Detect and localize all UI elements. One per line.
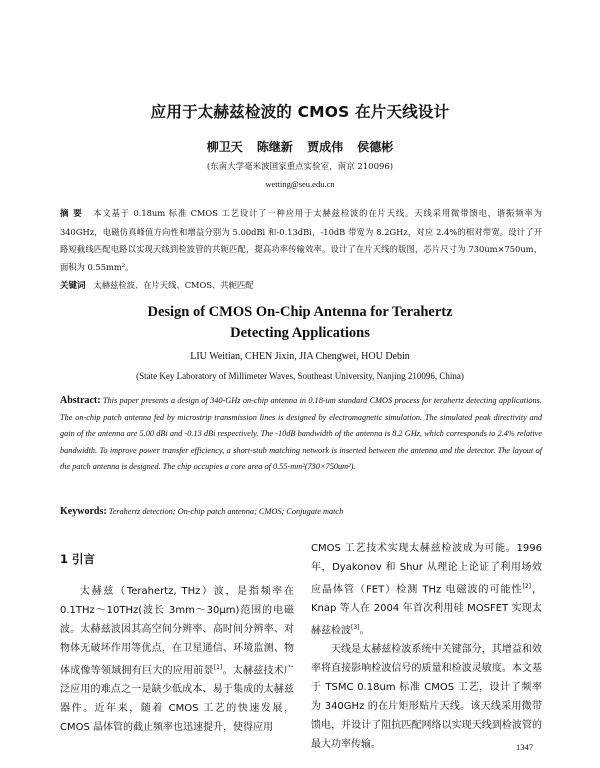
intro-paragraph-2: 天线是太赫兹检波系统中关键部分，其增益和效率将直接影响检波信号的质量和检波灵敏度。本文基于 TSMC 0.18um 标准 CMOS 工艺，设计了频率为 340GHz 的在片矩形贴片天线。该天线采用微带馈电，并设计了阻抗匹配网络以实现天线到检波管的最大功率传输。 — [311, 644, 542, 750]
affiliation-cn: (东南大学毫米波国家重点实验室，南京 210096) — [206, 162, 394, 172]
paper-title-en — [0, 302, 600, 344]
intro-para1-text: 太赫兹（Terahertz, THz）波，是指频率在 0.1THz～10THz(波长 3mm～30μm)范围的电磁波。太赫兹波因其高空间分辨率、高时间分辨率、对物体无破坏作用等优点，在卫星通信、环境监测、物体成像等领域拥有巨大的应用前景 — [60, 585, 294, 676]
page-number: 1347 — [516, 742, 533, 752]
keywords-cn-text: 太赫兹检波、在片天线、CMOS、共轭匹配 — [93, 280, 254, 290]
citation-ref-1[interactable]: [1] — [213, 663, 223, 671]
keywords-cn — [60, 279, 542, 291]
abstract-en-label: Abstract: — [60, 395, 101, 406]
author-email: wetting@seu.edu.cn — [265, 179, 335, 189]
body-column-right — [311, 540, 542, 755]
paper-title-en-line2: Detecting Applications — [230, 325, 370, 341]
paper-title-en-line1: Design of CMOS On-Chip Antenna for Terahertz — [147, 304, 453, 320]
keywords-en — [60, 506, 542, 517]
keywords-en-text: Terahertz detection; On-chip patch antenna; CMOS; Conjugate match — [108, 507, 344, 516]
intro-cont-a: CMOS 工艺技术实现太赫兹检波成为可能。1996 年，Dyakonov 和 Shur 从理论上论证了利用场效应晶体管（FET）检测 THz 电磁波的可能性 — [311, 543, 542, 596]
abstract-cn — [60, 205, 542, 276]
intro-cont-b: ，Knap 等人在 2004 年首次利用硅 MOSFET 实现太赫兹检波 — [311, 584, 543, 637]
affiliation-en: (State Key Laboratory of Millimeter Waves, Southeast University, Nanjing 210096, China) — [136, 371, 464, 381]
intro-para1-tail: 。太赫兹技术广泛应用的难点之一是缺少低成本、易于集成的太赫兹器件。近年来，随着 CMOS 工艺的快速发展，CMOS 晶体管的截止频率也迅速提升，使得应用 — [60, 664, 294, 733]
body-column-left — [60, 540, 294, 737]
abstract-en-text: This paper presents a design of 340-GHz on-chip antenna in 0.18-um standard CMOS process for terahertz detecting applications. The on-chip patch antenna fed by microstrip transmission lines is designed by electromagnetic simulation. The simulated peak directivity and gain of the antenna are 5.00 dBi and -0.13 dBi respectively. The -10dB bandwidth of the antenna is 8.2 GHz, which corresponds to 2.4% relative bandwidth. To improve power transfer efficiency, a short-stub matching network is inserted between the antenna and the detector. The layout of the patch antenna is designed. The chip occupies a core area of 0.55-mm²(730×750um²). — [60, 396, 542, 471]
citation-ref-3[interactable]: [3] — [351, 623, 360, 631]
intro-paragraph-1-continued — [311, 540, 542, 641]
keywords-en-label: Keywords: — [60, 506, 107, 517]
keywords-cn-label: 关键词 — [60, 281, 86, 291]
abstract-cn-label: 摘 要 — [60, 209, 83, 219]
intro-paragraph-1 — [60, 583, 294, 738]
section-heading-intro: 1 引言 — [60, 552, 96, 566]
authors-en: LIU Weitian, CHEN Jixin, JIA Chengwei, HOU Debin — [190, 351, 410, 362]
intro-cont-c: 。 — [359, 625, 370, 637]
abstract-cn-text: 本文基于 0.18um 标准 CMOS 工艺设计了一种应用于太赫兹检波的在片天线。天线采用微带馈电，谐振频率为 340GHz，电磁仿真峰值方向性和增益分别为 5.00dBi 和-0.13dBi，-10dB 带宽为 8.2GHz，对应 2.4%的相对带宽。设计了开路短截线匹配电路以实现天线到检波管的共轭匹配，提高功率传输效率。设计了在片天线的版图，芯片尺寸为 730um×750um，面积为 0.55mm²。 — [60, 208, 542, 272]
paper-title-cn: 应用于太赫兹检波的 CMOS 在片天线设计 — [150, 103, 450, 121]
authors-cn: 柳卫天 陈继新 贾成伟 侯德彬 — [206, 140, 394, 154]
citation-ref-2[interactable]: [2] — [522, 582, 531, 590]
abstract-en — [60, 393, 542, 476]
